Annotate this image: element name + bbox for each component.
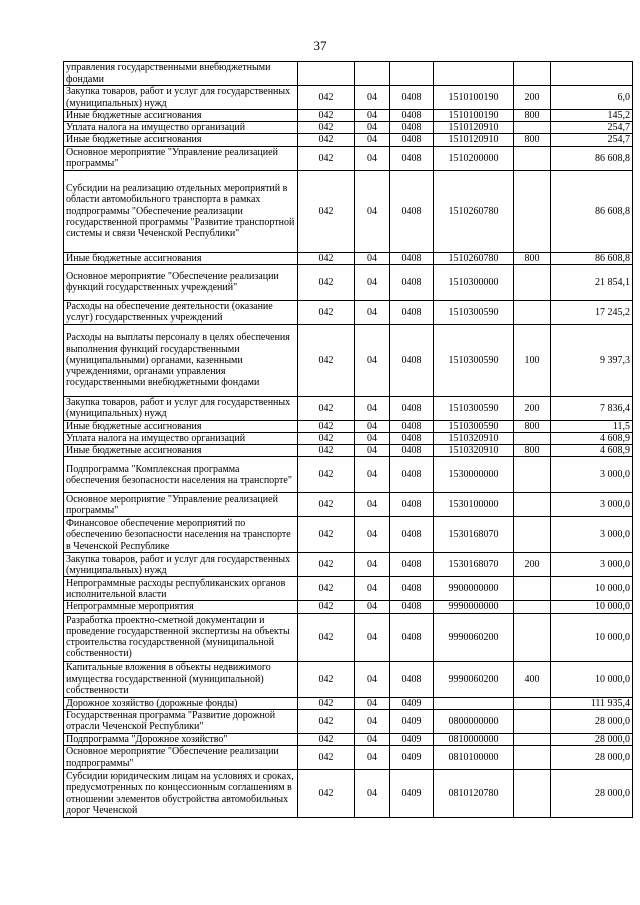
- row-amount: 11,5: [551, 420, 633, 432]
- row-section-code: 04: [355, 146, 390, 170]
- row-expense-type: [514, 577, 551, 601]
- row-expense-type: [514, 517, 551, 553]
- row-amount: 7 836,4: [551, 396, 633, 420]
- row-amount: 4 608,9: [551, 445, 633, 457]
- row-section-code: 04: [355, 709, 390, 733]
- row-subsection-code: [390, 62, 434, 86]
- row-expense-type: 100: [514, 324, 551, 396]
- row-target-code: 1510100190: [434, 110, 514, 122]
- row-subsection-code: 0409: [390, 733, 434, 745]
- row-name: Основное мероприятие "Обеспечение реализации функций государственных учреждений": [64, 264, 298, 300]
- row-expense-type: 800: [514, 420, 551, 432]
- row-amount: 28 000,0: [551, 746, 633, 770]
- row-expense-type: [514, 733, 551, 745]
- table-row: [64, 134, 633, 146]
- row-amount: [551, 62, 633, 86]
- row-target-code: 9900000000: [434, 577, 514, 601]
- row-section-code: 04: [355, 433, 390, 445]
- row-amount: 86 608,8: [551, 252, 633, 264]
- row-subsection-code: 0408: [390, 86, 434, 110]
- row-admin-code: 042: [298, 770, 355, 818]
- row-name: Подпрограмма "Комплексная программа обеспечения безопасности населения на транспорте": [64, 457, 298, 493]
- row-amount: 10 000,0: [551, 601, 633, 613]
- row-expense-type: [514, 122, 551, 134]
- row-section-code: 04: [355, 122, 390, 134]
- row-section-code: 04: [355, 517, 390, 553]
- row-target-code: 0810120780: [434, 770, 514, 818]
- row-subsection-code: 0408: [390, 661, 434, 697]
- row-target-code: 1510100190: [434, 86, 514, 110]
- row-expense-type: [514, 493, 551, 517]
- row-expense-type: 800: [514, 445, 551, 457]
- row-admin-code: 042: [298, 697, 355, 709]
- table-row: [64, 770, 633, 818]
- page-number: 37: [313, 38, 327, 53]
- row-expense-type: [514, 613, 551, 661]
- row-admin-code: 042: [298, 420, 355, 432]
- table-row: [64, 122, 633, 134]
- row-section-code: 04: [355, 396, 390, 420]
- row-section-code: 04: [355, 457, 390, 493]
- row-name: Иные бюджетные ассигнования: [64, 445, 298, 457]
- row-target-code: 1510300590: [434, 396, 514, 420]
- row-subsection-code: 0408: [390, 613, 434, 661]
- row-amount: 28 000,0: [551, 733, 633, 745]
- row-expense-type: 800: [514, 134, 551, 146]
- row-subsection-code: 0408: [390, 433, 434, 445]
- row-expense-type: [514, 457, 551, 493]
- row-amount: 9 397,3: [551, 324, 633, 396]
- row-subsection-code: 0408: [390, 170, 434, 252]
- row-name: Закупка товаров, работ и услуг для государственных (муниципальных) нужд: [64, 553, 298, 577]
- row-target-code: 1510300000: [434, 264, 514, 300]
- row-admin-code: 042: [298, 86, 355, 110]
- row-subsection-code: 0408: [390, 146, 434, 170]
- row-target-code: 9990060200: [434, 661, 514, 697]
- row-admin-code: 042: [298, 300, 355, 324]
- row-target-code: 1510260780: [434, 252, 514, 264]
- row-name: Уплата налога на имущество организаций: [64, 122, 298, 134]
- row-amount: 254,7: [551, 122, 633, 134]
- table-row: [64, 613, 633, 661]
- table-row: [64, 601, 633, 613]
- row-name: управления государственными внебюджетными фондами: [64, 62, 298, 86]
- row-target-code: 1510200000: [434, 146, 514, 170]
- row-admin-code: 042: [298, 324, 355, 396]
- row-admin-code: 042: [298, 457, 355, 493]
- row-name: Основное мероприятие "Обеспечение реализации подпрограммы": [64, 746, 298, 770]
- row-amount: 28 000,0: [551, 770, 633, 818]
- row-name: Непрограммные расходы республиканских органов исполнительной власти: [64, 577, 298, 601]
- row-section-code: 04: [355, 601, 390, 613]
- row-name: Субсидии юридическим лицам на условиях и сроках, предусмотренных по концессионным соглашениям в отношении элементов обустройства автомобильных дорог Чеченской: [64, 770, 298, 818]
- row-section-code: 04: [355, 746, 390, 770]
- row-name: Расходы на обеспечение деятельности (оказание услуг) государственных учреждений: [64, 300, 298, 324]
- row-admin-code: 042: [298, 110, 355, 122]
- table-row: [64, 252, 633, 264]
- row-target-code: [434, 697, 514, 709]
- row-name: Иные бюджетные ассигнования: [64, 420, 298, 432]
- row-name: Основное мероприятие "Управление реализацией программы": [64, 493, 298, 517]
- row-admin-code: 042: [298, 661, 355, 697]
- row-subsection-code: 0408: [390, 553, 434, 577]
- row-target-code: 1510320910: [434, 433, 514, 445]
- budget-table: [63, 61, 633, 818]
- table-row: [64, 300, 633, 324]
- table-row: [64, 324, 633, 396]
- row-admin-code: 042: [298, 396, 355, 420]
- row-amount: 28 000,0: [551, 709, 633, 733]
- row-section-code: 04: [355, 110, 390, 122]
- row-section-code: 04: [355, 697, 390, 709]
- row-admin-code: 042: [298, 433, 355, 445]
- table-row: [64, 733, 633, 745]
- table-row: [64, 553, 633, 577]
- row-expense-type: [514, 770, 551, 818]
- row-subsection-code: 0408: [390, 601, 434, 613]
- row-expense-type: 800: [514, 252, 551, 264]
- row-section-code: 04: [355, 493, 390, 517]
- row-name: Разработка проектно-сметной документации и проведение государственной экспертизы на объекты строительства государственной (муниципальной собственности): [64, 613, 298, 661]
- row-expense-type: [514, 709, 551, 733]
- table-row: [64, 697, 633, 709]
- row-amount: 6,0: [551, 86, 633, 110]
- row-admin-code: 042: [298, 709, 355, 733]
- table-row: [64, 420, 633, 432]
- row-amount: 10 000,0: [551, 661, 633, 697]
- budget-table-body: [64, 62, 633, 818]
- table-row: [64, 62, 633, 86]
- row-section-code: 04: [355, 300, 390, 324]
- table-row: [64, 396, 633, 420]
- row-target-code: 1510300590: [434, 420, 514, 432]
- row-amount: 17 245,2: [551, 300, 633, 324]
- row-name: Финансовое обеспечение мероприятий по обеспечению безопасности населения на транспорте в Чеченской Республике: [64, 517, 298, 553]
- row-expense-type: 800: [514, 110, 551, 122]
- table-row: [64, 661, 633, 697]
- row-subsection-code: 0408: [390, 300, 434, 324]
- row-target-code: 1510260780: [434, 170, 514, 252]
- row-name: Закупка товаров, работ и услуг для государственных (муниципальных) нужд: [64, 86, 298, 110]
- row-name: Капитальные вложения в объекты недвижимого имущества государственной (муниципальной) собственности: [64, 661, 298, 697]
- row-subsection-code: 0408: [390, 577, 434, 601]
- row-expense-type: [514, 601, 551, 613]
- row-target-code: 1530168070: [434, 553, 514, 577]
- row-name: Уплата налога на имущество организаций: [64, 433, 298, 445]
- table-row: [64, 709, 633, 733]
- row-admin-code: 042: [298, 264, 355, 300]
- row-section-code: 04: [355, 86, 390, 110]
- row-admin-code: 042: [298, 134, 355, 146]
- row-amount: 3 000,0: [551, 553, 633, 577]
- row-subsection-code: 0409: [390, 770, 434, 818]
- table-row: [64, 433, 633, 445]
- row-admin-code: 042: [298, 601, 355, 613]
- row-admin-code: [298, 62, 355, 86]
- row-subsection-code: 0408: [390, 122, 434, 134]
- table-row: [64, 746, 633, 770]
- row-amount: 145,2: [551, 110, 633, 122]
- row-section-code: 04: [355, 264, 390, 300]
- row-section-code: 04: [355, 613, 390, 661]
- row-admin-code: 042: [298, 517, 355, 553]
- row-section-code: 04: [355, 770, 390, 818]
- row-name: Субсидии на реализацию отдельных мероприятий в области автомобильного транспорта в рамках подпрограммы "Обеспечение реализации государственной программы "Развитие транспортной системы и связи Чеченской Республики": [64, 170, 298, 252]
- row-name: Иные бюджетные ассигнования: [64, 252, 298, 264]
- row-target-code: 1530000000: [434, 457, 514, 493]
- row-name: Подпрограмма "Дорожное хозяйство": [64, 733, 298, 745]
- row-expense-type: [514, 746, 551, 770]
- row-amount: 86 608,8: [551, 170, 633, 252]
- row-section-code: 04: [355, 553, 390, 577]
- row-amount: 21 854,1: [551, 264, 633, 300]
- row-expense-type: [514, 170, 551, 252]
- row-target-code: 0810000000: [434, 733, 514, 745]
- row-expense-type: 200: [514, 553, 551, 577]
- row-amount: 3 000,0: [551, 493, 633, 517]
- row-subsection-code: 0408: [390, 110, 434, 122]
- row-amount: 4 608,9: [551, 433, 633, 445]
- row-admin-code: 042: [298, 613, 355, 661]
- table-row: [64, 493, 633, 517]
- row-amount: 3 000,0: [551, 517, 633, 553]
- table-row: [64, 577, 633, 601]
- row-section-code: 04: [355, 577, 390, 601]
- table-row: [64, 457, 633, 493]
- row-subsection-code: 0408: [390, 264, 434, 300]
- row-subsection-code: 0408: [390, 252, 434, 264]
- row-target-code: 1510120910: [434, 134, 514, 146]
- row-target-code: 1530100000: [434, 493, 514, 517]
- row-admin-code: 042: [298, 493, 355, 517]
- row-name: Расходы на выплаты персоналу в целях обеспечения выполнения функций государственными (муниципальными) органами, казенными учреждениями, органами управления государственными внебюджетными фондами: [64, 324, 298, 396]
- row-name: Закупка товаров, работ и услуг для государственных (муниципальных) нужд: [64, 396, 298, 420]
- row-section-code: 04: [355, 661, 390, 697]
- row-name: Иные бюджетные ассигнования: [64, 134, 298, 146]
- table-row: [64, 170, 633, 252]
- row-section-code: 04: [355, 420, 390, 432]
- row-section-code: 04: [355, 134, 390, 146]
- row-subsection-code: 0408: [390, 457, 434, 493]
- row-amount: 86 608,8: [551, 146, 633, 170]
- row-admin-code: 042: [298, 733, 355, 745]
- row-target-code: 1510120910: [434, 122, 514, 134]
- row-expense-type: [514, 433, 551, 445]
- row-subsection-code: 0408: [390, 493, 434, 517]
- row-expense-type: [514, 264, 551, 300]
- row-subsection-code: 0409: [390, 746, 434, 770]
- row-expense-type: 400: [514, 661, 551, 697]
- row-admin-code: 042: [298, 170, 355, 252]
- row-amount: 10 000,0: [551, 577, 633, 601]
- row-target-code: 1510320910: [434, 445, 514, 457]
- row-subsection-code: 0408: [390, 324, 434, 396]
- row-subsection-code: 0408: [390, 396, 434, 420]
- row-section-code: [355, 62, 390, 86]
- row-target-code: [434, 62, 514, 86]
- row-target-code: 0800000000: [434, 709, 514, 733]
- row-admin-code: 042: [298, 252, 355, 264]
- row-admin-code: 042: [298, 577, 355, 601]
- row-section-code: 04: [355, 170, 390, 252]
- row-name: Иные бюджетные ассигнования: [64, 110, 298, 122]
- row-section-code: 04: [355, 733, 390, 745]
- row-subsection-code: 0408: [390, 420, 434, 432]
- table-row: [64, 110, 633, 122]
- row-target-code: 0810100000: [434, 746, 514, 770]
- row-subsection-code: 0409: [390, 709, 434, 733]
- row-expense-type: [514, 146, 551, 170]
- row-name: Основное мероприятие "Управление реализацией программы": [64, 146, 298, 170]
- row-subsection-code: 0408: [390, 517, 434, 553]
- row-amount: 10 000,0: [551, 613, 633, 661]
- table-row: [64, 517, 633, 553]
- table-row: [64, 146, 633, 170]
- row-subsection-code: 0408: [390, 445, 434, 457]
- row-name: Государственная программа "Развитие дорожной отрасли Чеченской Республики": [64, 709, 298, 733]
- row-target-code: 1510300590: [434, 324, 514, 396]
- row-target-code: 9990000000: [434, 601, 514, 613]
- row-target-code: 1510300590: [434, 300, 514, 324]
- row-expense-type: [514, 300, 551, 324]
- row-name: Непрограммные мероприятия: [64, 601, 298, 613]
- row-name: Дорожное хозяйство (дорожные фонды): [64, 697, 298, 709]
- table-row: [64, 86, 633, 110]
- row-target-code: 9990060200: [434, 613, 514, 661]
- row-admin-code: 042: [298, 146, 355, 170]
- row-expense-type: [514, 697, 551, 709]
- row-admin-code: 042: [298, 553, 355, 577]
- row-admin-code: 042: [298, 122, 355, 134]
- table-row: [64, 264, 633, 300]
- row-expense-type: 200: [514, 86, 551, 110]
- row-admin-code: 042: [298, 445, 355, 457]
- row-amount: 111 935,4: [551, 697, 633, 709]
- row-subsection-code: 0408: [390, 134, 434, 146]
- row-expense-type: 200: [514, 396, 551, 420]
- table-row: [64, 445, 633, 457]
- row-section-code: 04: [355, 252, 390, 264]
- row-expense-type: [514, 62, 551, 86]
- row-section-code: 04: [355, 324, 390, 396]
- row-amount: 254,7: [551, 134, 633, 146]
- row-section-code: 04: [355, 445, 390, 457]
- row-amount: 3 000,0: [551, 457, 633, 493]
- row-target-code: 1530168070: [434, 517, 514, 553]
- row-subsection-code: 0409: [390, 697, 434, 709]
- row-admin-code: 042: [298, 746, 355, 770]
